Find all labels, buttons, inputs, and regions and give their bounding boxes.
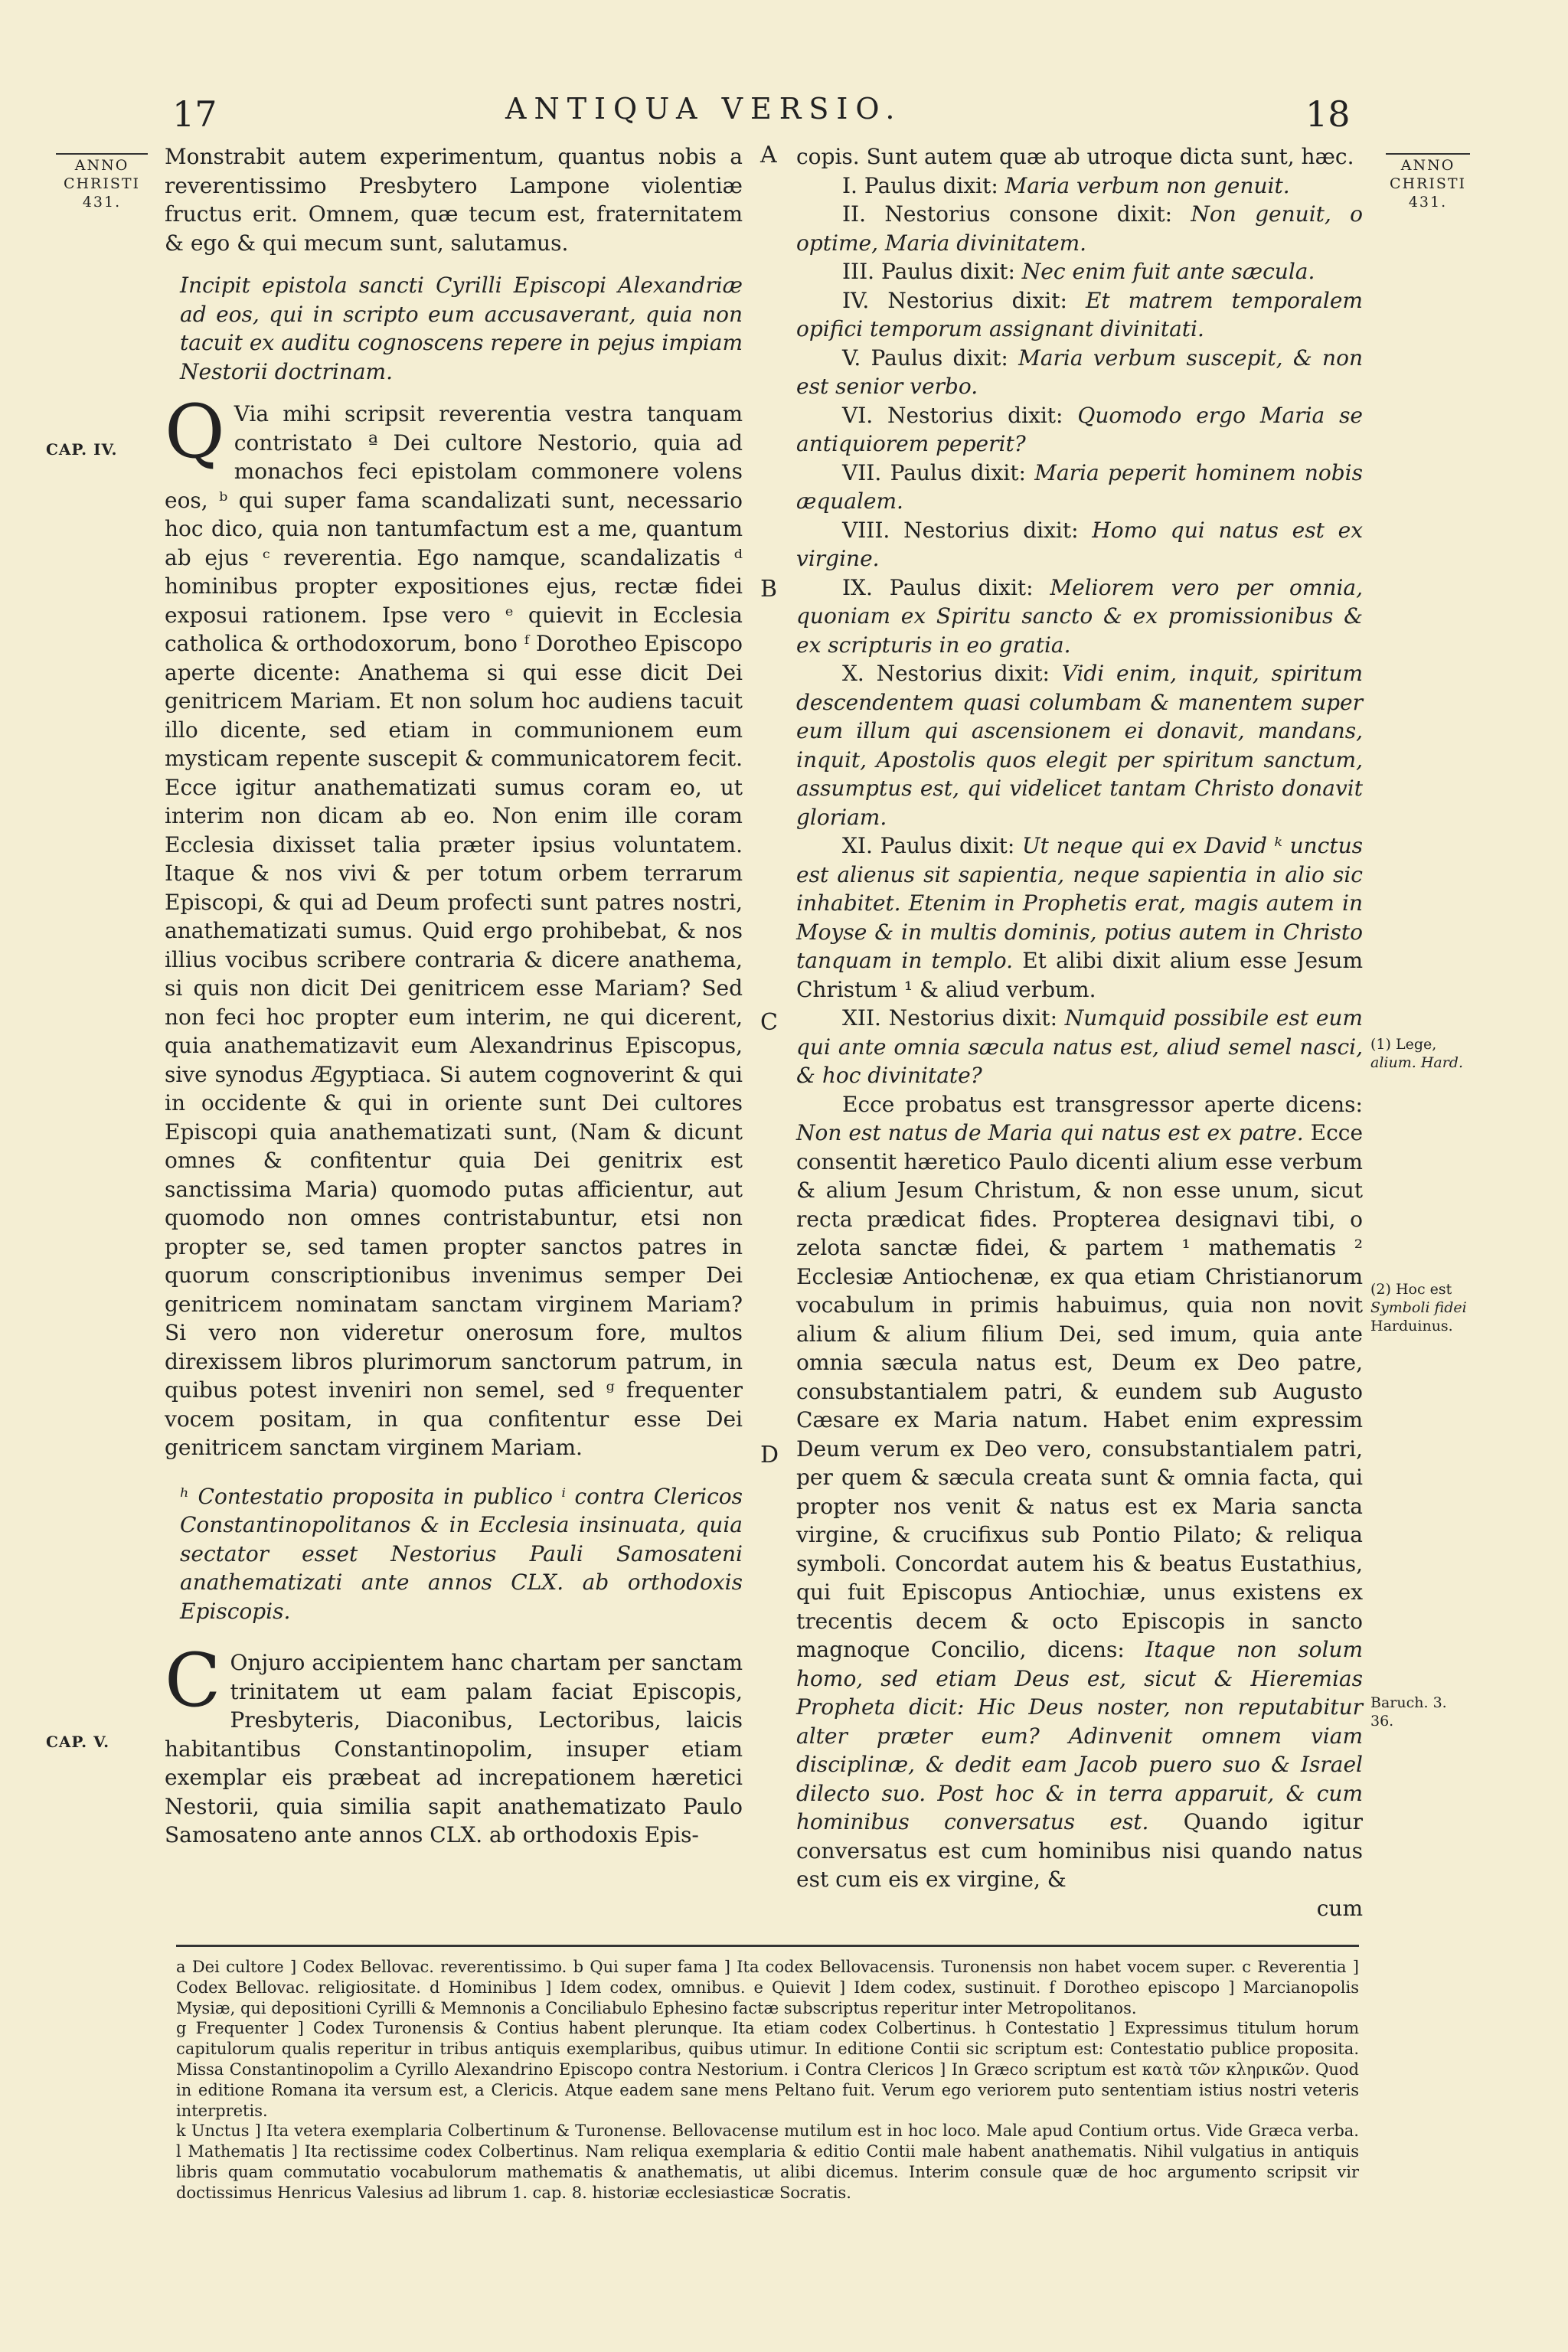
chapter-v-heading: ʰ Contestatio proposita in publico ⁱ contra Clericos Constantinopolitanos & in Ecclesia insinuata, quia sectator esset Nestorius Pauli Samosateni anathematizati ante annos CLX. ab orthodoxis Episcopis.	[180, 1483, 743, 1624]
dialogue-item	[796, 516, 1363, 573]
item-number: XII.	[842, 1005, 881, 1031]
intro-paragraph: Monstrabit autem experimentum, quantus nobis a reverentissimo Presbytero Lampone violentiæ fructus erit. Omnem, quæ tecum est, fraternitatem & ego & qui mecum sunt, salutamus.	[165, 144, 743, 256]
item-number: II.	[842, 201, 867, 227]
item-number: IV.	[842, 287, 870, 313]
dialogue-item	[796, 659, 1363, 831]
item-quote: Homo qui natus est ex virgine.	[796, 517, 1363, 571]
item-quote: Non genuit, o optime, Maria divinitatem.	[796, 201, 1363, 256]
item-number: XI.	[842, 833, 873, 858]
item-quote: Meliorem vero per omnia, quoniam ex Spiritu sancto & ex promissionibus & ex scripturis in eo gratia.	[796, 574, 1364, 658]
catchword: cum	[1316, 1895, 1363, 1921]
item-quote: Vidi enim, inquit, spiritum descendentem quasi columbam & manentem super eum illum qui ascensionem ei donavit, mandans, inquit, Apostolis quos elegit per spiritum sanctum, assumptus est, qui videlicet tantam Christo donavit gloriam.	[796, 661, 1363, 830]
dialogue-item	[796, 286, 1363, 344]
running-title: ANTIQUA VERSIO.	[505, 92, 903, 126]
chapter-iv-text: Via mihi scripsit reverentia vestra tanquam contristato ª Dei cultore Nestorio, quia ad monachos feci epistolam commonere volens eos, ᵇ qui super fama scandalizati sunt, necessario hoc dico, quia non tantumfactum est a me, quantum ab ejus ᶜ reverentia. Ego namque, scandalizatis ᵈ hominibus propter expositiones ejus, rectæ fidei exposui rationem. Ipse vero ᵉ quievit in Ecclesia catholica & orthodoxorum, bono ᶠ Dorotheo Episcopo aperte dicente: Anathema si qui esse dicit Dei genitricem Mariam. Et non solum hoc audiens tacuit illo dicente, sed etiam in communionem eum mysticam repente suscepit & communicatorem fecit. Ecce igitur anathematizati sumus coram eo, ut interim non dicam ab eo. Non enim ille coram Ecclesia dixisset talia præter ipsius voluntatem. Itaque & nos vivi & per totum orbem terrarum Episcopi, & qui ad Deum profecti sunt patres nostri, anathematizati sumus. Quid ergo prohibebat, & nos illius vocibus scribere contraria & dicere anathema, si quis non dicit Dei genitricem esse Mariam? Sed non feci hoc propter eum interim, ne qui dicerent, quia anathematizavit eum Alexandrinus Episcopus, sive synodus Ægyptiaca. Si autem cognoverint & qui in occidente & qui in oriente sunt Dei cultores Episcopi quia anathematizati sunt, (Nam & dicunt omnes & confitentur quia Dei genitrix est sanctissima Maria) quomodo putas afficientur, aut quomodo non omnes contristabuntur, etsi non propter se, sed tamen propter sanctos patres in quorum conscriptionibus invenimus semper Dei genitricem nominatam sanctam virginem Mariam? Si vero non videretur onerosum fore, multos direxissem libros plurimorum sanctorum patrum, in quibus potest inveniri non semel, sed ᵍ frequenter vocem positam, in qua confitentur esse Dei genitricem sanctam virginem Mariam.	[165, 401, 743, 1460]
footnote-block: a Dei cultore ] Codex Bellovac. reverentissimo. b Qui super fama ] Ita codex Bellovacensis. Turonensis non habet vocem super. c Reverentia ] Codex Bellovac. religiositate. d Hominibus ] Idem codex, omnibus. e Quievit ] Idem codex, sustinuit. f Dorotheo episcopo ] Marcianopolis Mysiæ, qui depositioni Cyrilli & Memnonis a Conciliabulo Ephesino factæ subscriptus reperitur inter Metropolitanos.	[176, 1958, 1359, 2017]
item-quote: Maria verbum suscepit, & non est senior verbo.	[796, 345, 1363, 399]
dialogue-item	[796, 459, 1363, 516]
closing-quote: Non est natus de Maria qui natus est ex patre.	[796, 1120, 1304, 1145]
drop-cap-c: C	[165, 1638, 221, 1723]
dialogue-item	[796, 257, 1363, 286]
item-speaker: Nestorius consone dixit:	[884, 201, 1173, 227]
left-page-number: 17	[172, 93, 217, 135]
spacer	[165, 386, 743, 400]
footnote-divider	[176, 1945, 1359, 1947]
note-line: (2) Hoc est	[1370, 1281, 1452, 1298]
margin-note-lege	[1370, 1035, 1524, 1072]
footnote-block: g Frequenter ] Codex Turonensis & Contius habent plerunque. Ita etiam codex Colbertinus. h Contestatio ] Expressimus titulum horum capitulorum qualis reperitur in tribus antiquis exemplaribus, quibus utimur. In editione Contii sic scriptum est: Contestatio publice proposita. Missa Constantinopolim a Cyrillo Alexandrino Episcopo contra Nestorium. i Contra Clericos ] In Græco scriptum est κατὰ τῶν κληρικῶν. Quod in editione Romana ita versum est, a Clericis. Atque eadem sane mens Peltano fuit. Verum ego veriorem puto sententiam istius nostri veteris interpretis.	[176, 2019, 1359, 2120]
chapter-v-text: Onjuro accipientem hanc chartam per sanctam trinitatem ut eam palam faciat Episcopis, Presbyteris, Diaconibus, Lectoribus, laicis habitantibus Constantinopolim, insuper etiam exemplar eis præbeat ad increpationem hæretici Nestorii, quia similia sapit anathematizato Paulo Samosateno ante annos CLX. ab orthodoxis Epis-	[165, 1650, 743, 1847]
dialogue-item	[796, 344, 1363, 401]
item-speaker: Nestorius dixit:	[903, 517, 1079, 543]
note-line: Baruch. 3.	[1370, 1694, 1447, 1711]
item-number: X.	[842, 661, 864, 686]
note-line: Symboli fidei	[1370, 1299, 1467, 1316]
item-number: IX.	[842, 574, 873, 600]
footnotes	[176, 1957, 1359, 2203]
margin-rule	[56, 153, 148, 155]
item-number: VI.	[842, 402, 874, 428]
item-speaker: Nestorius dixit:	[876, 661, 1050, 686]
section-letter-d: D	[760, 1442, 779, 1468]
note-line: Harduinus.	[1370, 1318, 1453, 1334]
item-number: VIII.	[842, 517, 890, 543]
item-speaker: Nestorius dixit:	[887, 287, 1067, 313]
item-number: V.	[842, 345, 861, 371]
item-speaker: Paulus dixit:	[890, 459, 1026, 485]
note-line: (1) Lege,	[1370, 1036, 1437, 1053]
item-number: III.	[842, 259, 875, 284]
chapter-v-body	[165, 1638, 743, 1850]
closing-text-3: Quando igitur conversatus est cum hominibus nisi quando natus est cum eis ex virgine, &	[796, 1809, 1363, 1892]
item-number: I.	[842, 172, 858, 198]
eustathius-quote: Itaque non solum homo, sed etiam Deus est, sicut & Hieremias Propheta dicit: Hic Deus noster, non reputabitur alter præter eum? Adinvenit omnem viam disciplinæ, & dedit eam Jacob puero suo & Israel dilecto suo. Post hoc & in terra apparuit, & cum hominibus conversatus est.	[796, 1637, 1363, 1834]
closing-text-2: Ecce consentit hæretico Paulo dicenti alium esse verbum & alium Jesum Christum, & non esse unum, sicut recta prædicat fides. Propterea designavi tibi, o zelota sanctæ fidei, & partem ¹ mathematis ² Ecclesiæ Antiochenæ, ex qua etiam Christianorum vocabulum in primis habuimus, quia non novit alium & alium filium Dei, sed imum, quia ante omnia sæcula natus est, Deum ex Deo patre, consubstantialem patri, & eundem sub Augusto Cæsare ex Maria natum. Habet enim expressim Deum verum ex Deo vero, consubstantialem patri, per quem & sæcula creata sunt & omnia facta, qui propter nos venit & natus est ex Maria sancta virgine, & crucifixus sub Pontio Pilato; & reliqua symboli. Concordat autem his & beatus Eustathius, qui fuit Episcopus Antiochiæ, unus existens ex trecentis decem & octo Episcopis in sancto magnoque Concilio, dicens:	[796, 1120, 1364, 1662]
dialogue-item	[796, 1004, 1363, 1090]
note-line: alium. Hard.	[1370, 1054, 1463, 1071]
chapter-iv-label: CAP. IV.	[46, 440, 118, 459]
item-quote: Maria verbum non genuit.	[1004, 172, 1290, 198]
closing-paragraph-1	[796, 1090, 1363, 1894]
section-letter-b: B	[760, 576, 778, 603]
dialogue-item	[796, 200, 1363, 257]
item-quote: Ut neque qui ex David ᵏ unctus est alienus sit sapientia, neque sapientia in alio sic inhabitet. Etenim in Prophetis erat, magis autem in Moyse & in multis dominis, potius autem in Christo tanquam in templo.	[796, 833, 1363, 973]
item-speaker: Nestorius dixit:	[887, 402, 1063, 428]
left-text-column	[165, 142, 743, 1850]
margin-note-symboli	[1370, 1280, 1524, 1335]
item-tail: Et alibi dixit alium esse Jesum Christum ¹ & aliud verbum.	[796, 948, 1363, 1002]
christi-word: CHRISTI	[1389, 175, 1467, 192]
dialogue-list	[796, 172, 1363, 1090]
spacer	[165, 257, 743, 271]
item-speaker: Paulus dixit:	[864, 172, 998, 198]
margin-rule	[1386, 153, 1470, 155]
item-quote: Et matrem temporalem opifici temporum assignant divinitati.	[796, 287, 1363, 341]
right-page-number: 18	[1305, 93, 1351, 135]
item-quote: Numquid possibile est eum qui ante omnia sæcula natus est, aliud semel nasci, & hoc divinitate?	[796, 1005, 1363, 1088]
chapter-v-label: CAP. V.	[46, 1733, 110, 1751]
closing-text: Ecce probatus est transgressor aperte dicens:	[842, 1091, 1363, 1117]
dialogue-item	[796, 172, 1363, 201]
spacer	[165, 1462, 743, 1482]
item-speaker: Paulus dixit:	[881, 259, 1015, 284]
anno-word: ANNO	[1400, 157, 1455, 174]
dialogue-item	[796, 401, 1363, 459]
margin-anno-right	[1378, 153, 1478, 211]
item-speaker: Paulus dixit:	[889, 574, 1034, 600]
footnote-block: k Unctus ] Ita vetera exemplaria Colbertinum & Turonense. Bellovacense mutilum est in hoc loco. Male apud Contium ortus. Vide Græca verba. l Mathematis ] Ita rectissime codex Colbertinus. Nam reliqua exemplaria & editio Contii male habent anathematis. Nihil vulgatius in antiquis libris quam commutatio vocabulorum mathematis & anathematis, ut alibi dicemus. Interim consule quæ de hoc argumento scripsit vir doctissimus Henricus Valesius ad librum 1. cap. 8. historiæ ecclesiasticæ Socratis.	[176, 2122, 1359, 2202]
note-line: 36.	[1370, 1713, 1394, 1730]
item-quote: Quomodo ergo Maria se antiquiorem peperit?	[796, 402, 1364, 456]
drop-cap-q: Q	[165, 389, 225, 475]
year-number: 431.	[1408, 194, 1448, 211]
spacer	[165, 1625, 743, 1648]
section-letter-c: C	[760, 1009, 778, 1036]
section-letter-a: A	[760, 142, 777, 168]
right-text-column	[796, 142, 1363, 1922]
item-number: VII.	[842, 459, 882, 485]
item-quote: Maria peperit hominem nobis æqualem.	[796, 459, 1363, 514]
christi-word: CHRISTI	[63, 175, 141, 192]
item-quote: Nec enim fuit ante sæcula.	[1021, 259, 1315, 284]
dialogue-item	[796, 831, 1363, 1004]
opening-line: copis. Sunt autem quæ ab utroque dicta sunt, hæc.	[796, 144, 1354, 169]
chapter-iv-body	[165, 389, 743, 1462]
anno-word: ANNO	[74, 157, 129, 174]
chapter-iv-heading: Incipit epistola sancti Cyrilli Episcopi Alexandriæ ad eos, qui in scripto eum accusaverant, quia non tacuit ex auditu cognoscens repere in pejus impiam Nestorii doctrinam.	[180, 273, 743, 384]
margin-anno-left	[44, 153, 159, 211]
year-number: 431.	[82, 194, 122, 211]
margin-note-baruch	[1370, 1694, 1524, 1730]
item-speaker: Paulus dixit:	[880, 833, 1015, 858]
item-speaker: Nestorius dixit:	[888, 1005, 1057, 1031]
item-speaker: Paulus dixit:	[871, 345, 1008, 371]
dialogue-item	[796, 573, 1363, 660]
